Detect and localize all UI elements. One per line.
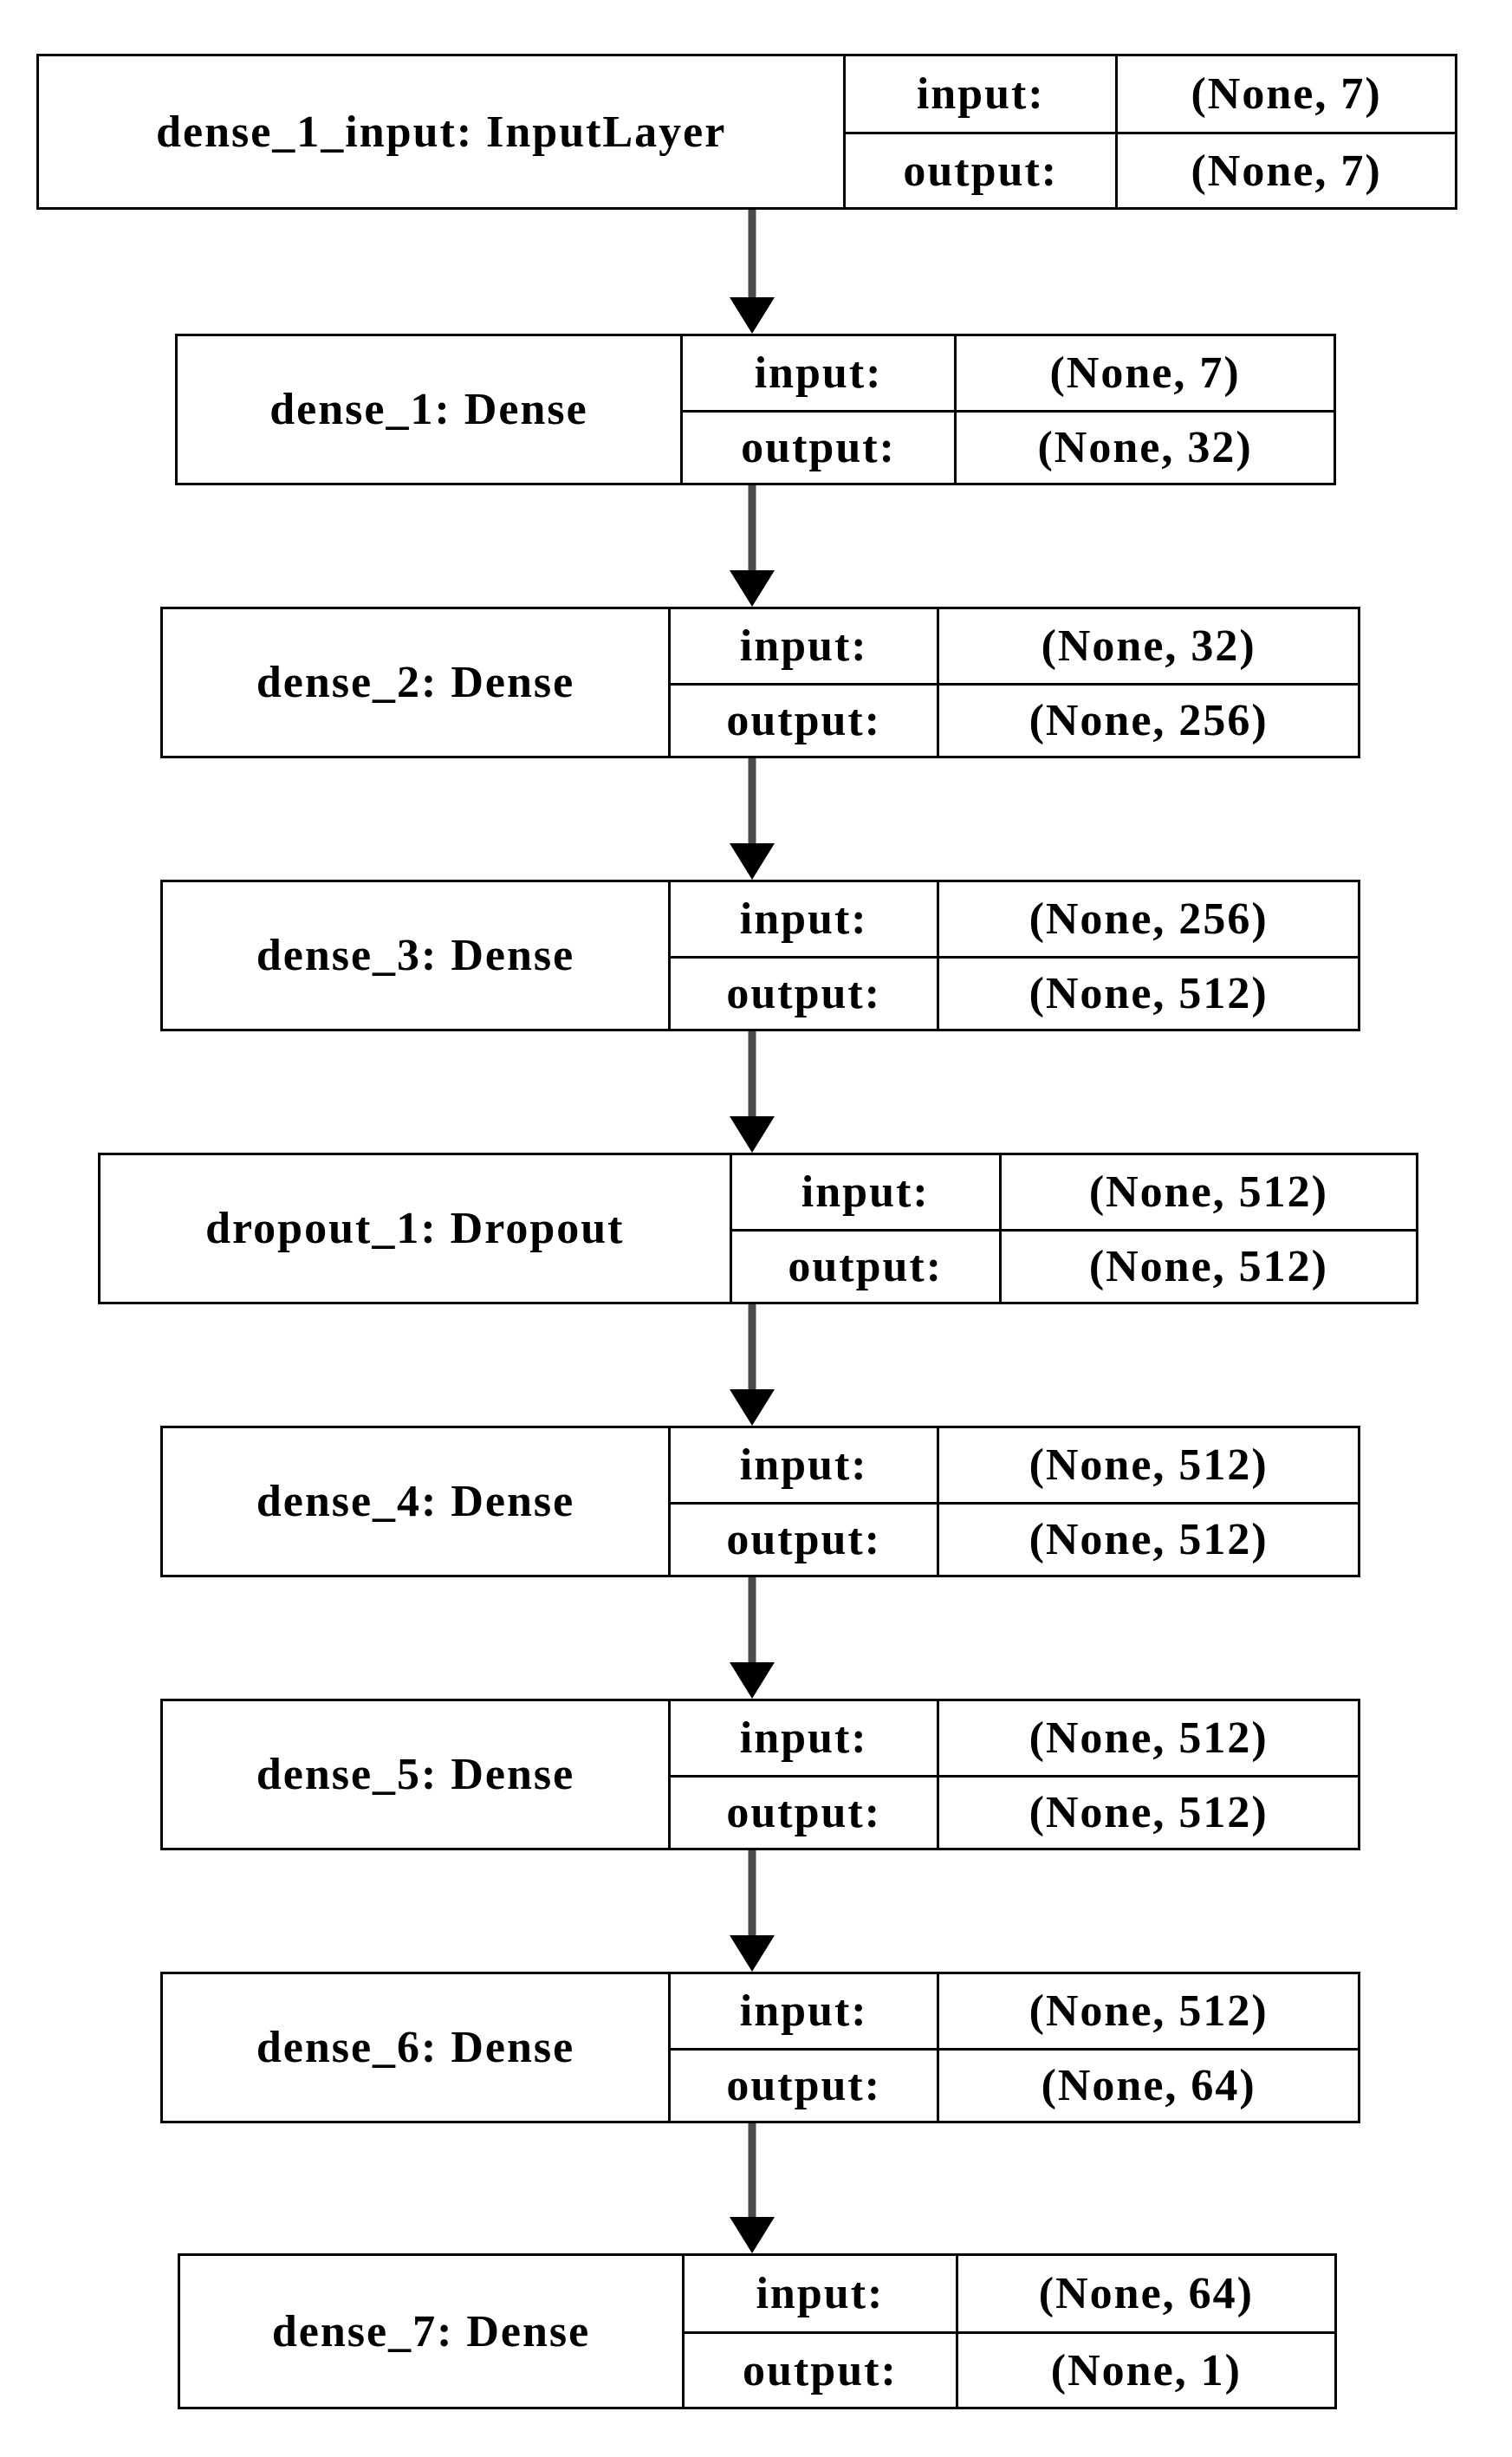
flow-arrow <box>730 1304 775 1426</box>
input-label: input: <box>671 609 939 683</box>
output-label: output: <box>732 1229 1002 1303</box>
arrow-stem <box>749 2123 756 2220</box>
input-label: input: <box>846 56 1118 132</box>
output-shape-value: (None, 7) <box>1118 132 1455 207</box>
output-label: output: <box>671 1775 939 1849</box>
input-label: input: <box>671 1428 939 1502</box>
layer-node-dropout-1 <box>98 1153 1418 1304</box>
input-label: input: <box>671 1701 939 1775</box>
arrow-stem <box>749 210 756 301</box>
input-label: input: <box>671 1974 939 2048</box>
layer-node-dense-2 <box>160 607 1360 758</box>
arrow-stem <box>749 1304 756 1393</box>
output-label: output: <box>671 683 939 757</box>
layer-name: dense_2: Dense <box>163 609 671 756</box>
flow-arrow <box>730 1577 775 1699</box>
arrow-stem <box>749 1577 756 1666</box>
output-label: output: <box>671 956 939 1030</box>
arrow-head-icon <box>730 1389 775 1426</box>
output-shape-value: (None, 512) <box>939 1775 1358 1849</box>
layer-node-dense-5 <box>160 1699 1360 1850</box>
output-shape-value: (None, 512) <box>939 956 1358 1030</box>
arrow-head-icon <box>730 843 775 880</box>
output-label: output: <box>683 410 957 484</box>
layer-name: dense_6: Dense <box>163 1974 671 2121</box>
arrow-head-icon <box>730 570 775 607</box>
arrow-stem <box>749 485 756 574</box>
output-shape-value: (None, 256) <box>939 683 1358 757</box>
layer-name: dense_1_input: InputLayer <box>39 56 846 207</box>
arrow-head-icon <box>730 1116 775 1153</box>
output-shape-value: (None, 64) <box>939 2048 1358 2122</box>
flow-arrow <box>730 485 775 607</box>
output-shape-value: (None, 32) <box>957 410 1334 484</box>
layer-node-dense-1 <box>175 334 1336 485</box>
output-label: output: <box>685 2331 958 2407</box>
input-shape-value: (None, 512) <box>1029 1440 1269 1490</box>
arrow-stem <box>749 758 756 847</box>
layer-node-dense-1-input <box>36 54 1457 210</box>
output-label: output: <box>846 132 1118 207</box>
layer-node-dense-3 <box>160 880 1360 1031</box>
input-shape-value: (None, 512) <box>1088 1167 1328 1217</box>
flow-arrow <box>730 1031 775 1153</box>
output-shape-value: (None, 1) <box>958 2331 1334 2407</box>
layer-node-dense-4 <box>160 1426 1360 1577</box>
layer-node-dense-6 <box>160 1972 1360 2123</box>
input-label: input: <box>732 1155 1002 1229</box>
input-label: input: <box>683 336 957 410</box>
input-shape-value: (None, 512) <box>1029 1713 1269 1763</box>
flow-arrow <box>730 758 775 880</box>
arrow-stem <box>749 1031 756 1120</box>
arrow-head-icon <box>730 1662 775 1699</box>
output-label: output: <box>671 1502 939 1576</box>
input-label: input: <box>671 882 939 956</box>
output-shape-value: (None, 512) <box>939 1502 1358 1576</box>
flow-arrow <box>730 210 775 334</box>
input-shape-value: (None, 7) <box>1191 69 1382 119</box>
input-shape-value: (None, 256) <box>1029 894 1269 944</box>
input-label: input: <box>685 2256 958 2331</box>
arrow-stem <box>749 1850 756 1939</box>
layer-name: dense_3: Dense <box>163 882 671 1029</box>
output-label: output: <box>671 2048 939 2122</box>
layer-name: dense_5: Dense <box>163 1701 671 1848</box>
layer-node-dense-7 <box>178 2253 1337 2409</box>
input-shape-value: (None, 32) <box>1041 621 1256 671</box>
flow-arrow <box>730 1850 775 1972</box>
layer-name: dense_1: Dense <box>178 336 683 483</box>
arrow-head-icon <box>730 1935 775 1972</box>
layer-name: dropout_1: Dropout <box>101 1155 732 1302</box>
layer-name: dense_7: Dense <box>180 2256 685 2407</box>
output-shape-value: (None, 512) <box>1002 1229 1416 1303</box>
input-shape-value: (None, 64) <box>1038 2269 1254 2318</box>
layer-name: dense_4: Dense <box>163 1428 671 1575</box>
input-shape-value: (None, 512) <box>1029 1986 1269 2036</box>
arrow-head-icon <box>730 2217 775 2253</box>
input-shape-value: (None, 7) <box>1049 348 1241 398</box>
arrow-head-icon <box>730 297 775 334</box>
flow-arrow <box>730 2123 775 2253</box>
